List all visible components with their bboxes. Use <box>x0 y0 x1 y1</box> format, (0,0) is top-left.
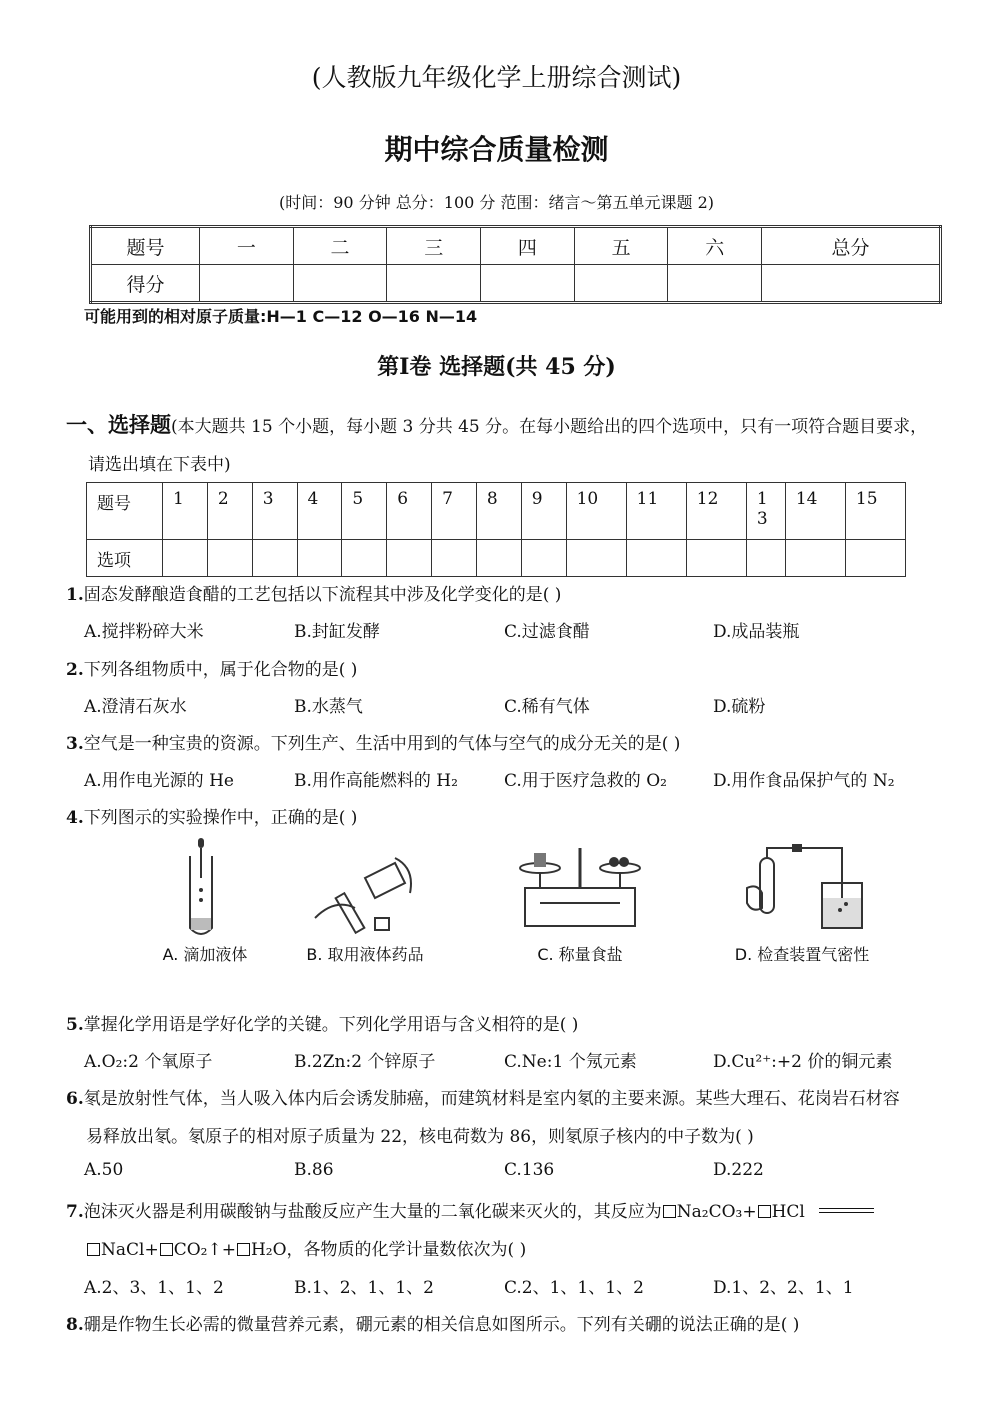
question-number: 6. <box>66 1089 84 1109</box>
score-table-header-row <box>91 227 941 265</box>
pouring-liquid-icon <box>295 838 435 938</box>
score-input-cell[interactable] <box>293 265 387 303</box>
question-text: 泡沫灭火器是利用碳酸钠与盐酸反应产生大量的二氧化碳来灭火的，其反应为 <box>83 1202 662 1222</box>
option-a[interactable]: A.澄清石灰水 <box>84 697 187 717</box>
question-text: 氡是放射性气体，当人吸入体内后会诱发肺癌，而建筑材料是室内氡的主要来源。某些大理石、花岗岩石材容 <box>83 1089 900 1109</box>
atomic-masses: 可能用到的相对原子质量:H—1 C—12 O—16 N—14 <box>84 307 478 326</box>
answer-input-cell[interactable] <box>297 540 342 577</box>
option-d[interactable]: D.硫粉 <box>713 697 766 717</box>
equation-part: H₂O，各物质的化学计量数依次为( ) <box>250 1240 527 1260</box>
option-d[interactable]: D.成品装瓶 <box>713 622 800 642</box>
answer-input-cell[interactable] <box>521 540 566 577</box>
score-table-score-row <box>91 265 941 303</box>
score-cell: 一 <box>200 227 294 265</box>
option-a[interactable]: A.搅拌粉碎大米 <box>84 622 204 642</box>
blank-box[interactable] <box>160 1243 173 1256</box>
answer-table-option-row <box>87 540 906 577</box>
answer-input-cell[interactable] <box>845 540 905 577</box>
answer-input-cell[interactable] <box>686 540 746 577</box>
exam-title: 期中综合质量检测 <box>384 133 609 166</box>
question-3 <box>66 729 946 754</box>
score-cell: 二 <box>293 227 387 265</box>
equation-part: Na₂CO₃+ <box>676 1202 757 1222</box>
option-d[interactable]: D.222 <box>713 1160 764 1180</box>
score-cell: 题号 <box>91 227 200 265</box>
option-c[interactable]: C.用于医疗急救的 O₂ <box>504 771 667 791</box>
question-5 <box>66 1010 946 1035</box>
answer-header-cell: 6 <box>387 483 432 540</box>
answer-header-cell: 2 <box>207 483 252 540</box>
airtightness-check-icon <box>722 838 882 938</box>
figure-c-caption: C. 称量食盐 <box>537 945 623 964</box>
blank-box[interactable] <box>663 1205 676 1218</box>
score-table <box>89 225 942 304</box>
option-b[interactable]: B.2Zn:2 个锌原子 <box>294 1052 436 1072</box>
option-a[interactable]: A.2、3、1、1、2 <box>84 1278 224 1298</box>
option-c[interactable]: C.过滤食醋 <box>504 622 590 642</box>
answer-header-cell: 9 <box>521 483 566 540</box>
exam-meta: (时间：90 分钟 总分：100 分 范围：绪言～第五单元课题 2) <box>279 193 714 212</box>
answer-input-cell[interactable] <box>252 540 297 577</box>
question-text: 下列各组物质中，属于化合物的是( ) <box>83 660 358 680</box>
question-number: 7. <box>66 1202 84 1222</box>
question-text: 下列图示的实验操作中，正确的是( ) <box>83 808 358 828</box>
answer-header-cell: 3 <box>252 483 297 540</box>
answer-header-cell: 10 <box>566 483 626 540</box>
answer-input-cell[interactable] <box>387 540 432 577</box>
exam-series: (人教版九年级化学上册综合测试) <box>311 63 682 92</box>
answer-header-cell: 11 <box>626 483 686 540</box>
option-c[interactable]: C.2、1、1、1、2 <box>504 1278 644 1298</box>
equation-part: NaCl+ <box>101 1240 159 1260</box>
question-number: 1. <box>66 585 84 605</box>
volume-title: 第Ⅰ卷 选择题(共 45 分) <box>377 354 616 380</box>
answer-header-cell: 8 <box>476 483 521 540</box>
answer-row-label: 选项 <box>87 540 163 577</box>
answer-header-cell: 14 <box>785 483 845 540</box>
question-number: 3. <box>66 734 84 754</box>
balance-scale-icon <box>510 838 650 938</box>
answer-input-cell[interactable] <box>163 540 208 577</box>
section-instructions <box>66 406 946 484</box>
figure-d-caption: D. 检查装置气密性 <box>734 945 870 964</box>
option-c[interactable]: C.Ne:1 个氖元素 <box>504 1052 637 1072</box>
score-cell: 六 <box>668 227 762 265</box>
option-a[interactable]: A.O₂:2 个氧原子 <box>84 1052 213 1072</box>
answer-table <box>86 482 906 577</box>
option-b[interactable]: B.水蒸气 <box>294 697 363 717</box>
blank-box[interactable] <box>758 1205 771 1218</box>
answer-header-cell: 15 <box>845 483 905 540</box>
score-input-cell[interactable] <box>668 265 762 303</box>
answer-header-cell: 4 <box>297 483 342 540</box>
answer-input-cell[interactable] <box>476 540 521 577</box>
question-1 <box>66 580 946 605</box>
question-number: 2. <box>66 660 84 680</box>
equation-sign <box>819 1208 874 1213</box>
question-8 <box>66 1310 946 1335</box>
question-7-line-2 <box>86 1235 966 1260</box>
equation-part: HCl <box>771 1202 805 1222</box>
question-text: 空气是一种宝贵的资源。下列生产、生活中用到的气体与空气的成分无关的是( ) <box>83 734 681 754</box>
option-d[interactable]: D.用作食品保护气的 N₂ <box>713 771 895 791</box>
option-b[interactable]: B.封缸发酵 <box>294 622 380 642</box>
score-input-cell[interactable] <box>200 265 294 303</box>
section-text-2: 请选出填在下表中) <box>88 455 231 475</box>
answer-header-cell: 7 <box>432 483 477 540</box>
score-cell: 总分 <box>762 227 941 265</box>
score-input-cell[interactable] <box>762 265 941 303</box>
score-input-cell[interactable] <box>574 265 668 303</box>
question-text: 硼是作物生长必需的微量营养元素，硼元素的相关信息如图所示。下列有关硼的说法正确的是( ) <box>83 1315 800 1335</box>
question-text: 掌握化学用语是学好化学的关键。下列化学用语与含义相符的是( ) <box>83 1015 579 1035</box>
score-row-label: 得分 <box>91 265 200 303</box>
score-input-cell[interactable] <box>481 265 575 303</box>
question-number: 5. <box>66 1015 84 1035</box>
question-2 <box>66 655 946 680</box>
option-a[interactable]: A.50 <box>84 1160 124 1180</box>
answer-input-cell[interactable] <box>566 540 626 577</box>
figure-c[interactable] <box>510 838 650 965</box>
option-b[interactable]: B.1、2、1、1、2 <box>294 1278 434 1298</box>
score-input-cell[interactable] <box>387 265 481 303</box>
section-text: (本大题共 15 个小题，每小题 3 分共 45 分。在每小题给出的四个选项中，只有一项符合题目要求， <box>171 417 928 437</box>
answer-input-cell[interactable] <box>207 540 252 577</box>
score-cell: 五 <box>574 227 668 265</box>
figure-a[interactable] <box>140 838 270 965</box>
answer-input-cell[interactable] <box>432 540 477 577</box>
figure-b-caption: B. 取用液体药品 <box>306 945 424 964</box>
dropper-tube-icon <box>140 838 270 938</box>
question-6-line-2: 易释放出氡。氡原子的相对原子质量为 22，核电荷数为 86，则氡原子核内的中子数为( ) <box>86 1127 754 1147</box>
answer-input-cell[interactable] <box>342 540 387 577</box>
question-6 <box>66 1084 946 1109</box>
answer-header-cell: 1 <box>163 483 208 540</box>
answer-header-cell: 12 <box>686 483 746 540</box>
option-d[interactable]: D.Cu²⁺:+2 价的铜元素 <box>713 1052 893 1072</box>
score-cell: 四 <box>481 227 575 265</box>
question-text: 固态发酵酿造食醋的工艺包括以下流程其中涉及化学变化的是( ) <box>83 585 562 605</box>
question-4 <box>66 803 946 828</box>
blank-box[interactable] <box>87 1243 100 1256</box>
option-c[interactable]: C.136 <box>504 1160 555 1180</box>
answer-header-cell: 题号 <box>87 483 163 540</box>
score-cell: 三 <box>387 227 481 265</box>
answer-header-cell: 1 3 <box>746 483 785 540</box>
answer-input-cell[interactable] <box>746 540 785 577</box>
question-number: 4. <box>66 808 84 828</box>
answer-table-header-row <box>87 483 906 540</box>
option-a[interactable]: A.用作电光源的 He <box>84 771 234 791</box>
answer-input-cell[interactable] <box>785 540 845 577</box>
figure-a-caption: A. 滴加液体 <box>162 945 248 964</box>
answer-header-cell: 5 <box>342 483 387 540</box>
question-number: 8. <box>66 1315 84 1335</box>
equation-part: CO₂↑+ <box>173 1240 236 1260</box>
option-b[interactable]: B.86 <box>294 1160 334 1180</box>
question-7 <box>66 1197 966 1222</box>
option-b[interactable]: B.用作高能燃料的 H₂ <box>294 771 458 791</box>
figure-d[interactable] <box>722 838 882 965</box>
answer-input-cell[interactable] <box>626 540 686 577</box>
blank-box[interactable] <box>237 1243 250 1256</box>
section-heading: 一、选择题 <box>66 412 171 437</box>
option-c[interactable]: C.稀有气体 <box>504 697 590 717</box>
option-d[interactable]: D.1、2、2、1、1 <box>713 1278 854 1298</box>
figure-b[interactable] <box>295 838 435 965</box>
